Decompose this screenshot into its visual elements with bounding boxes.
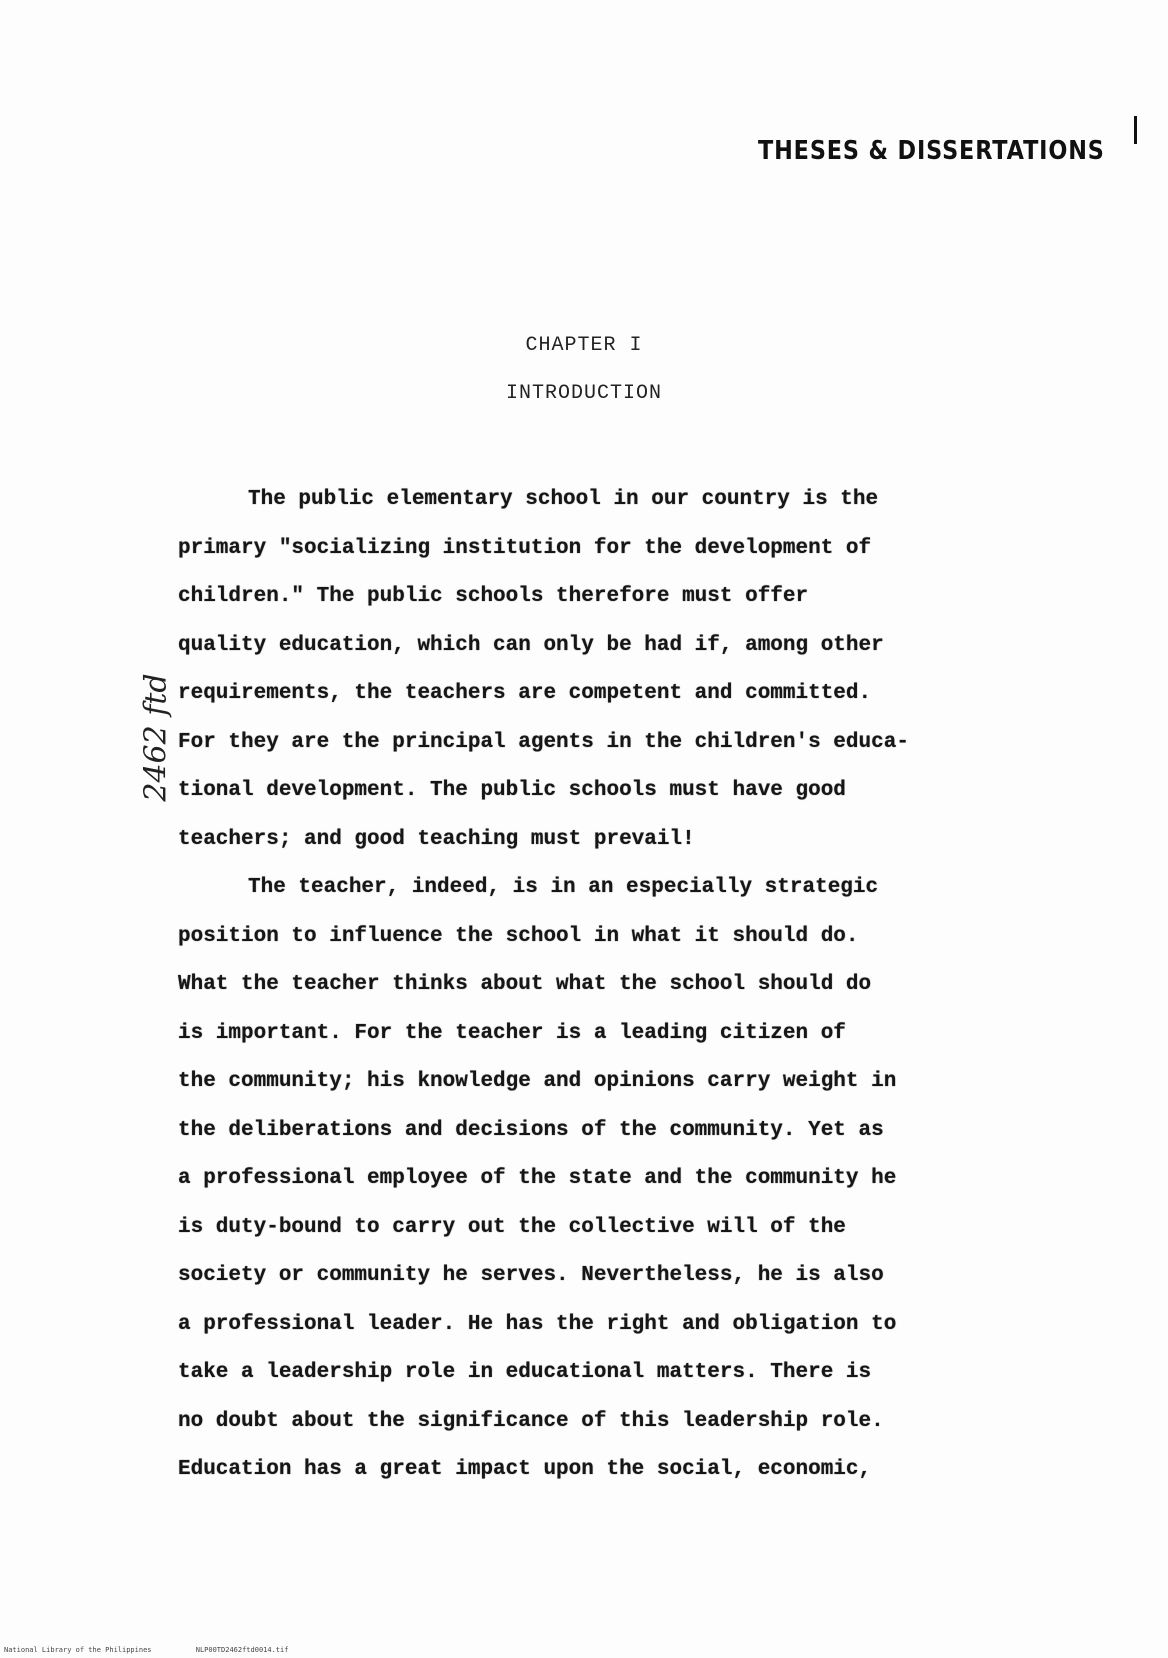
paragraph-2 (178, 864, 1018, 1495)
text-line: society or community he serves. Nevertheless, he is also (178, 1264, 884, 1287)
text-line: is important. For the teacher is a leading citizen of (178, 1021, 846, 1045)
text-line: requirements, the teachers are competent and committed. (178, 682, 872, 705)
footer-library: National Library of the Philippines (4, 1646, 152, 1654)
text-line: children." The public schools therefore must offer (178, 585, 809, 608)
text-line: quality education, which can only be had if, among other (178, 633, 884, 657)
text-line: primary "socializing institution for the development of (178, 536, 872, 560)
text-line: teachers; and good teaching must prevail! (178, 827, 695, 851)
text-line: position to influence the school in what it should do. (178, 924, 859, 948)
text-line: The public elementary school in our country is the (248, 488, 879, 511)
text-line: For they are the principal agents in the children's educa- (178, 730, 909, 754)
handwritten-margin-note: 2462 ftd (138, 673, 174, 802)
text-line: a professional leader. He has the right and obligation to (178, 1312, 897, 1336)
text-line: Education has a great impact upon the social, economic, (178, 1458, 872, 1481)
footer-file: NLP00TD2462ftd0014.tif (195, 1646, 289, 1654)
chapter-number: CHAPTER I (525, 334, 643, 357)
paragraph-1 (178, 476, 1018, 864)
chapter-title: INTRODUCTION (505, 382, 663, 405)
text-line: The teacher, indeed, is in an especially strategic (248, 876, 879, 899)
text-line: the deliberations and decisions of the community. Yet as (178, 1118, 884, 1142)
text-line: take a leadership role in educational matters. There is (178, 1361, 872, 1384)
text-line: a professional employee of the state and the community he (178, 1167, 897, 1190)
text-line: tional development. The public schools must have good (178, 779, 846, 802)
text-line: is duty-bound to carry out the collective will of the (178, 1215, 846, 1239)
theses-dissertations-stamp: THESES & DISSERTATIONS (758, 136, 1105, 166)
scan-footer (4, 1646, 328, 1654)
text-line: the community; his knowledge and opinions carry weight in (178, 1070, 897, 1093)
stamp-vertical-mark (1134, 116, 1137, 144)
text-line: What the teacher thinks about what the school should do (178, 973, 872, 996)
text-line: no doubt about the significance of this leadership role. (178, 1409, 884, 1433)
body-text (178, 476, 1018, 1495)
